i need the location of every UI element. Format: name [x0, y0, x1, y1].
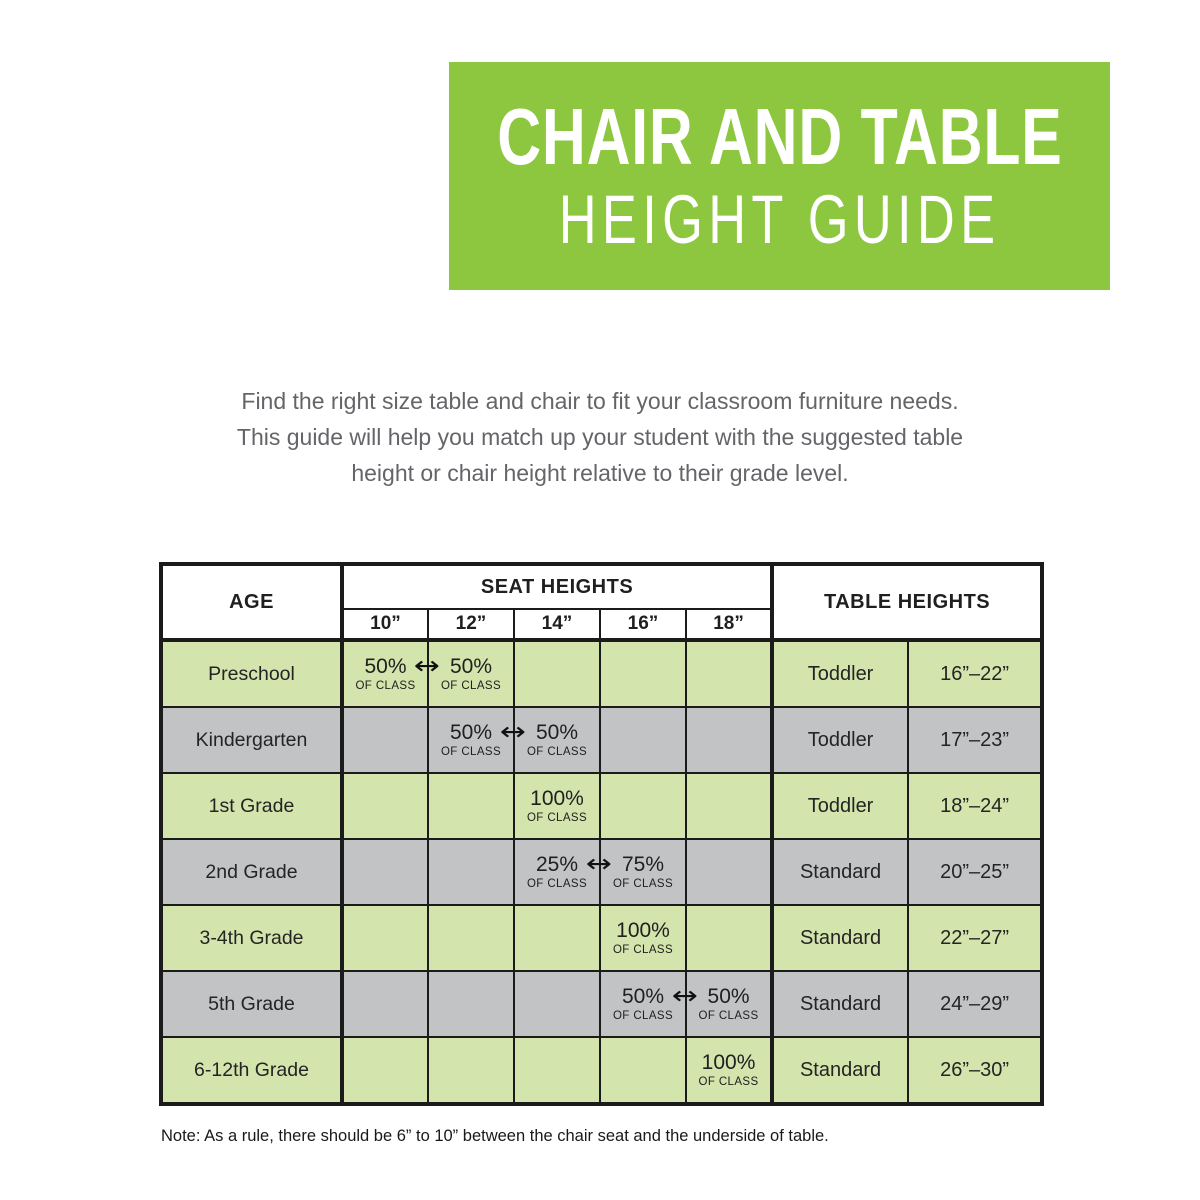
left-right-arrow-icon: ↔	[671, 981, 699, 1010]
table-height-cell: 26”–30”	[908, 1037, 1042, 1104]
seat-percent: 100%	[530, 787, 584, 810]
table-row-6-12th-grade	[161, 1037, 1042, 1104]
seat-cell	[686, 1037, 772, 1104]
age-cell: Preschool	[161, 640, 342, 707]
age-cell: Kindergarten	[161, 707, 342, 773]
seat-percent-label: OF CLASS	[698, 1010, 759, 1022]
table-type-cell: Toddler	[772, 707, 908, 773]
table-type-cell: Standard	[772, 1037, 908, 1104]
seat-cell-empty	[686, 839, 772, 905]
left-right-arrow-icon: ↔	[585, 849, 613, 878]
seat-heights-header: SEAT HEIGHTS	[342, 564, 772, 609]
age-cell: 5th Grade	[161, 971, 342, 1037]
intro-line-3: height or chair height relative to their grade level.	[351, 460, 849, 486]
seat-cell-empty	[342, 773, 428, 839]
table-type-cell: Standard	[772, 971, 908, 1037]
seat-percent-label: OF CLASS	[612, 878, 674, 890]
seat-percent-label: OF CLASS	[440, 680, 502, 692]
seat-cell-empty	[514, 640, 600, 707]
intro-line-2: This guide will help you match up your student with the suggested table	[236, 424, 964, 450]
seat-cell-empty	[428, 971, 514, 1037]
table-height-cell: 17”–23”	[908, 707, 1042, 773]
table-type-cell: Toddler	[772, 640, 908, 707]
table-height-cell: 20”–25”	[908, 839, 1042, 905]
seat-cell	[514, 839, 613, 905]
seat-cell-empty	[342, 839, 428, 905]
seat-size-header-16: 16”	[600, 609, 686, 640]
table-row-kindergarten	[161, 707, 1042, 773]
seat-cell-empty	[514, 905, 600, 971]
table-row-2nd-grade	[161, 839, 1042, 905]
seat-percent: 50%	[364, 655, 407, 678]
seat-cell-empty	[600, 773, 686, 839]
table-height-cell: 24”–29”	[908, 971, 1042, 1037]
seat-percent-label: OF CLASS	[612, 1010, 674, 1022]
seat-cell-empty	[342, 971, 428, 1037]
seat-percent: 100%	[616, 919, 670, 942]
seat-percent: 50%	[621, 985, 665, 1008]
seat-percent: 100%	[701, 1051, 756, 1074]
height-guide-table	[159, 562, 1044, 1106]
age-cell: 1st Grade	[161, 773, 342, 839]
table-type-cell: Toddler	[772, 773, 908, 839]
seat-percent: 50%	[449, 721, 493, 744]
seat-cell-empty	[600, 1037, 686, 1104]
table-row-5th-grade	[161, 971, 1042, 1037]
seat-percent: 75%	[621, 853, 665, 876]
left-right-arrow-icon: ↔	[413, 651, 441, 680]
seat-cell-empty	[342, 1037, 428, 1104]
intro-line-1: Find the right size table and chair to fit your classroom furniture needs.	[241, 388, 959, 414]
age-cell: 3-4th Grade	[161, 905, 342, 971]
seat-size-header-10: 10”	[342, 609, 428, 640]
seat-cell-empty	[428, 1037, 514, 1104]
table-row-1st-grade	[161, 773, 1042, 839]
seat-cell-empty	[686, 707, 772, 773]
seat-percent-label: OF CLASS	[526, 878, 588, 890]
seat-cell	[342, 640, 441, 707]
seat-cell	[600, 905, 686, 971]
seat-cell	[428, 707, 527, 773]
footnote: Note: As a rule, there should be 6” to 10” between the chair seat and the underside of table.	[161, 1127, 829, 1145]
seat-cell-empty	[428, 905, 514, 971]
seat-percent: 25%	[535, 853, 579, 876]
seat-percent: 50%	[535, 721, 579, 744]
intro-paragraph	[0, 383, 1200, 491]
table-type-cell: Standard	[772, 839, 908, 905]
seat-percent-label: OF CLASS	[355, 680, 416, 692]
seat-cell	[600, 971, 699, 1037]
seat-cell-empty	[600, 640, 686, 707]
seat-cell-empty	[686, 640, 772, 707]
seat-percent-label: OF CLASS	[526, 746, 588, 758]
seat-percent: 50%	[707, 985, 750, 1008]
age-column-header: AGE	[161, 564, 342, 640]
seat-cell	[514, 773, 600, 839]
seat-cell-empty	[342, 707, 428, 773]
title-banner	[449, 62, 1110, 290]
table-height-cell: 22”–27”	[908, 905, 1042, 971]
seat-cell-empty	[342, 905, 428, 971]
seat-size-header-14: 14”	[514, 609, 600, 640]
table-type-cell: Standard	[772, 905, 908, 971]
table-heights-header: TABLE HEIGHTS	[772, 564, 1042, 640]
page-title: CHAIR AND TABLE	[496, 92, 1063, 181]
seat-cell-empty	[600, 707, 686, 773]
page-subtitle: HEIGHT GUIDE	[558, 181, 1001, 258]
table-height-cell: 18”–24”	[908, 773, 1042, 839]
table-row-preschool	[161, 640, 1042, 707]
left-right-arrow-icon: ↔	[499, 717, 527, 746]
seat-cell-empty	[686, 773, 772, 839]
table-height-cell: 16”–22”	[908, 640, 1042, 707]
seat-percent-label: OF CLASS	[612, 944, 674, 956]
age-cell: 6-12th Grade	[161, 1037, 342, 1104]
seat-size-header-18: 18”	[686, 609, 772, 640]
seat-cell-empty	[686, 905, 772, 971]
seat-cell-empty	[514, 971, 600, 1037]
seat-percent-label: OF CLASS	[526, 812, 588, 824]
table-row-3-4th-grade	[161, 905, 1042, 971]
seat-cell-empty	[428, 839, 514, 905]
seat-percent-label: OF CLASS	[440, 746, 502, 758]
seat-cell-empty	[428, 773, 514, 839]
seat-percent: 50%	[449, 655, 493, 678]
seat-size-header-12: 12”	[428, 609, 514, 640]
seat-percent-label: OF CLASS	[698, 1076, 759, 1088]
age-cell: 2nd Grade	[161, 839, 342, 905]
seat-cell-empty	[514, 1037, 600, 1104]
